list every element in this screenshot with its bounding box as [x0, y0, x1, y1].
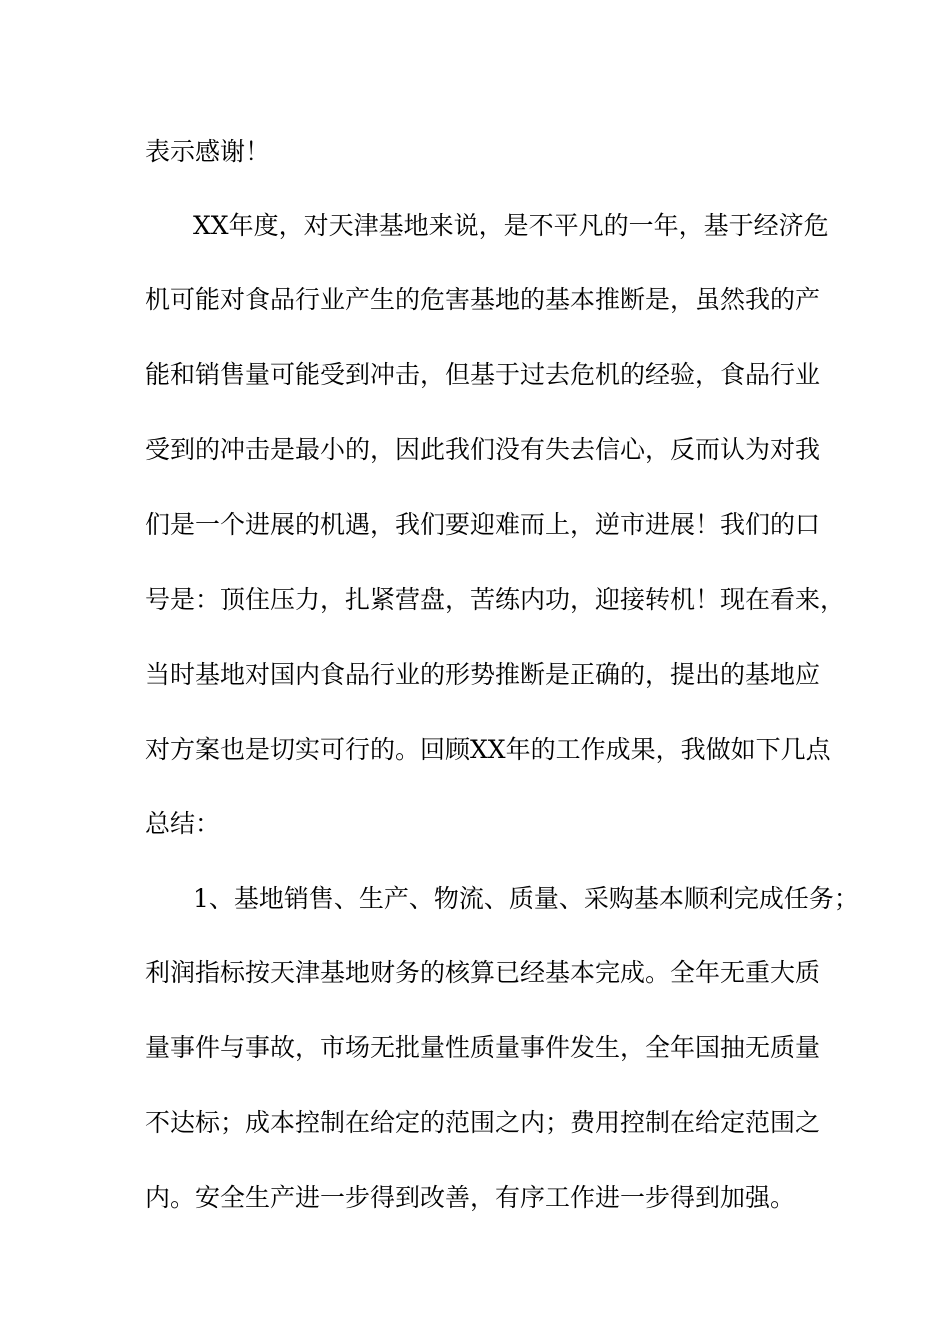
text-line: 受到的冲击是最小的，因此我们没有失去信心，反而认为对我: [145, 435, 821, 464]
text-line: 不达标；成本控制在给定的范围之内；费用控制在给定范围之: [145, 1108, 821, 1137]
text-line: 当时基地对国内食品行业的形势推断是正确的，提出的基地应: [145, 660, 821, 689]
text-line: 内。安全生产进一步得到改善，有序工作进一步得到加强。: [145, 1183, 796, 1212]
paragraph-start-line: 1、基地销售、生产、物流、质量、采购基本顺利完成任务；: [193, 884, 859, 913]
text-line: 量事件与事故，市场无批量性质量事件发生，全年国抽无质量: [145, 1033, 821, 1062]
text-line: 表示感谢！: [145, 137, 271, 166]
text-line: 号是：顶住压力，扎紧营盘，苦练内功，迎接转机！现在看来，: [145, 585, 846, 614]
text-line: 们是一个进展的机遇，我们要迎难而上，逆市进展！我们的口: [145, 510, 821, 539]
text-line: 能和销售量可能受到冲击，但基于过去危机的经验，食品行业: [145, 360, 821, 389]
paragraph-start-line: XX年度，对天津基地来说，是不平凡的一年，基于经济危: [193, 211, 829, 240]
text-line: 对方案也是切实可行的。回顾XX年的工作成果，我做如下几点: [145, 735, 831, 764]
text-line: 机可能对食品行业产生的危害基地的基本推断是，虽然我的产: [145, 285, 821, 314]
text-line: 总结：: [145, 809, 221, 838]
text-line: 利润指标按天津基地财务的核算已经基本完成。全年无重大质: [145, 958, 821, 987]
